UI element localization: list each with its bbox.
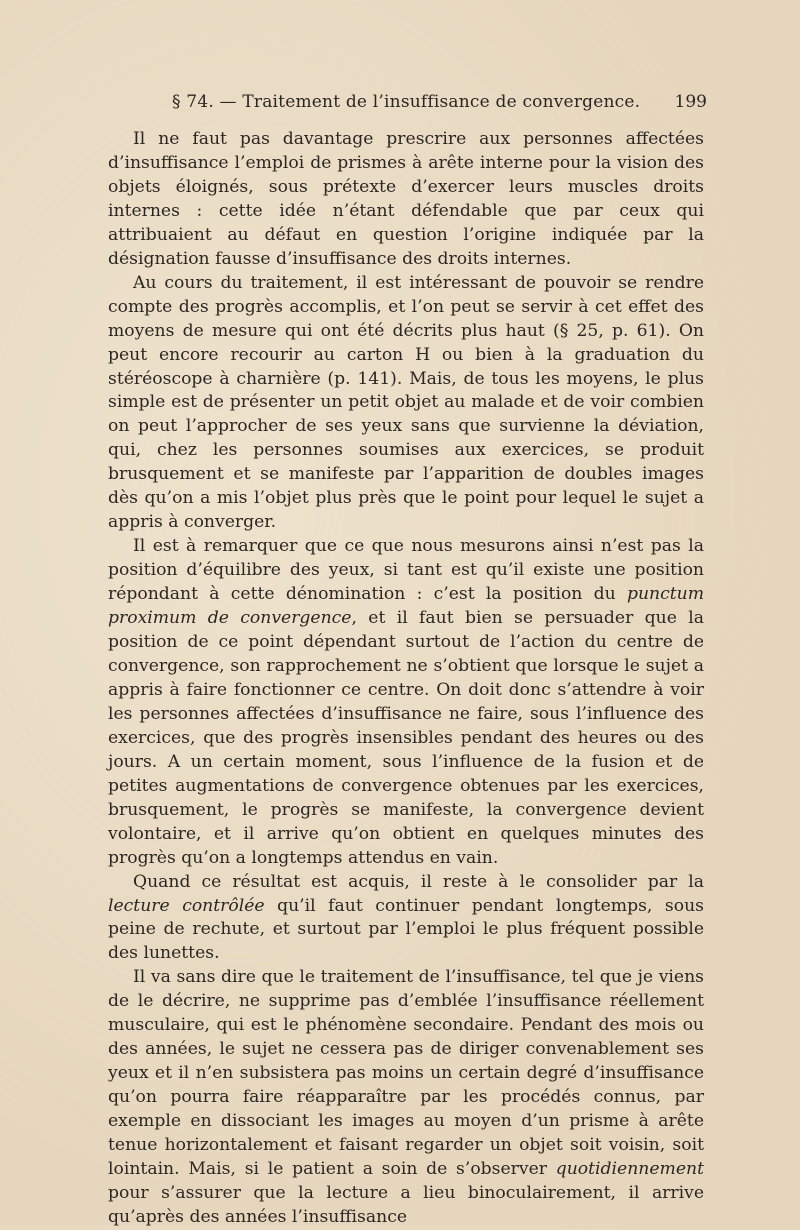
italic-term-lecture-controlee: lecture contrôlée	[108, 895, 265, 916]
paragraph-text: pour s’assurer que la lecture a lieu binoculairement, il arrive qu’après des années l’insuffisance	[108, 1182, 704, 1227]
running-title: § 74. — Traitement de l’insuffisance de convergence.	[172, 92, 641, 112]
paragraph-text: Quand ce résultat est acquis, il reste à le consolider par la	[133, 871, 704, 892]
paragraph	[108, 966, 704, 1229]
paragraph-text: Il est à remarquer que ce que nous mesurons ainsi n’est pas la position d’équilibre des yeux, si tant est qu’il existe une position répondant à cette dénomination : c’est la position du	[108, 536, 704, 605]
italic-term-quotidiennement: quotidiennement	[555, 1158, 704, 1179]
body-text	[108, 128, 704, 1230]
paragraph-text: , et il faut bien se persuader que la position de ce point dépendant surtout de l’action du centre de convergence, son rapprochement ne s’obtient que lorsque le sujet a appris à faire fonctionner ce centre. On doit donc s’attendre à voir les personnes affectées d’insuffisance ne faire, sous l’influence des exercices, que des progrès insensibles pendant des heures ou des jours. A un certain moment, sous l’influence de la fusion et de petites augmentations de convergence obtenues par les exercices, brusquement, le progrès se manifeste, la convergence devient volontaire, et il arrive qu’on obtient en quelques minutes des progrès qu’on a longtemps attendus en vain.	[108, 608, 704, 868]
running-header	[107, 92, 707, 116]
paragraph-text: qu’il faut continuer pendant longtemps, sous peine de rechute, et surtout par l’emploi le plus fréquent possible des lunettes.	[108, 895, 704, 964]
paragraph-text: Il va sans dire que le traitement de l’insuffisance, tel que je viens de le décrire, ne supprime pas d’emblée l’insuffisance réellement musculaire, qui est le phénomène secondaire. Pendant des mois ou des années, le sujet ne cessera pas de diriger convenablement ses yeux et il n’en subsistera pas moins un certain degré d’insuffisance qu’on pourra faire réapparaître par les procédés connus, par exemple en dissociant les images au moyen d’un prisme à arête tenue horizontalement et faisant regarder un objet soit voisin, soit lointain. Mais, si le patient a soin de s’observer	[108, 967, 704, 1179]
paragraph	[108, 871, 704, 967]
paragraph	[108, 535, 704, 870]
paragraph: Il ne faut pas davantage prescrire aux personnes affectées d’insuffisance l’emploi de prismes à arête interne pour la vision des objets éloignés, sous prétexte d’exercer leurs muscles droits internes : cette idée n’étant défendable que par ceux qui attribuaient au défaut en question l’origine indiquée par la désignation fausse d’insuffisance des droits internes.	[108, 129, 704, 269]
paragraph: Au cours du traitement, il est intéressant de pouvoir se rendre compte des progrès accomplis, et l’on peut se servir à cet effet des moyens de mesure qui ont été décrits plus haut (§ 25, p. 61). On peut encore recourir au carton H ou bien à la graduation du stéréoscope à charnière (p. 141). Mais, de tous les moyens, le plus simple est de présenter un petit objet au malade et de voir combien on peut l’approcher de ses yeux sans que survienne la déviation, qui, chez les personnes soumises aux exercices, se produit brusquement et se manifeste par l’apparition de doubles images dès qu’on a mis l’objet plus près que le point pour lequel le sujet a appris à converger.	[108, 272, 704, 533]
italic-term-punctum-proximum: punctum proximum de convergence	[108, 584, 704, 629]
page-number: 199	[674, 92, 707, 112]
